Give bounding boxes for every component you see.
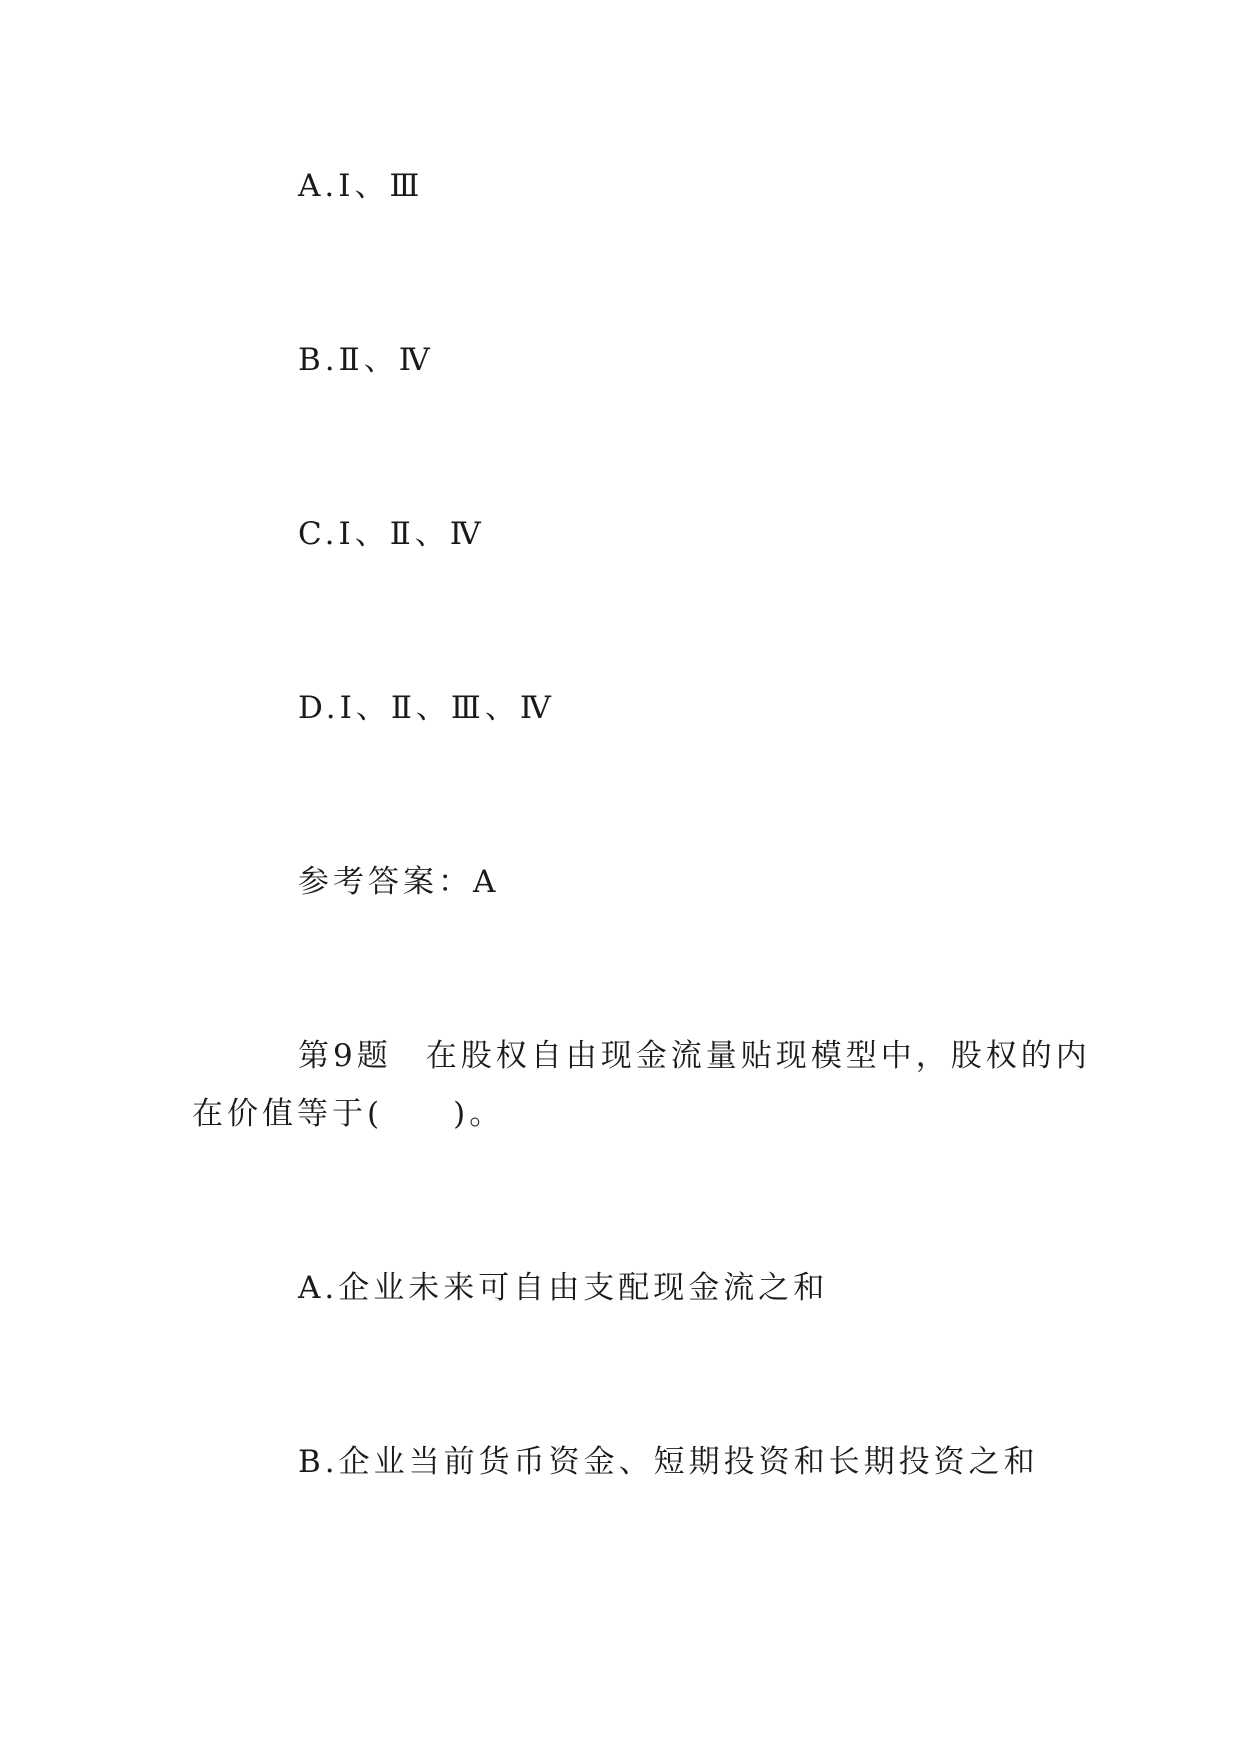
q8-option-b bbox=[298, 340, 434, 380]
q9-option-a bbox=[298, 1268, 828, 1308]
option-label: A. bbox=[298, 168, 339, 204]
q8-option-c bbox=[298, 514, 485, 554]
option-label: B. bbox=[298, 1444, 339, 1480]
option-label: B. bbox=[298, 342, 339, 378]
option-label: D. bbox=[298, 690, 340, 726]
q9-stem-line-2 bbox=[192, 1094, 504, 1134]
option-label: A. bbox=[298, 1270, 339, 1306]
q9-option-b bbox=[298, 1442, 1039, 1482]
answer-value: A bbox=[473, 864, 500, 900]
q8-option-a bbox=[298, 166, 423, 206]
option-text: 企业未来可自由支配现金流之和 bbox=[338, 1270, 829, 1306]
option-text: Ⅰ、Ⅲ bbox=[338, 168, 424, 204]
q8-reference-answer bbox=[298, 862, 499, 902]
q8-option-d bbox=[298, 688, 555, 728]
option-text: Ⅱ、Ⅳ bbox=[338, 342, 434, 378]
option-text: 企业当前货币资金、短期投资和长期投资之和 bbox=[338, 1444, 1039, 1480]
question-number: 第9题 bbox=[298, 1038, 392, 1074]
question-stem-text: 在股权自由现金流量贴现模型中，股权的内 bbox=[425, 1038, 1091, 1074]
q9-stem-line-1 bbox=[298, 1036, 1091, 1076]
answer-label: 参考答案： bbox=[298, 864, 473, 900]
option-text: Ⅰ、Ⅱ、Ⅲ、Ⅳ bbox=[339, 690, 555, 726]
question-stem-text: 在价值等于( )。 bbox=[192, 1096, 505, 1132]
option-label: C. bbox=[298, 516, 339, 552]
option-text: Ⅰ、Ⅱ、Ⅳ bbox=[338, 516, 485, 552]
